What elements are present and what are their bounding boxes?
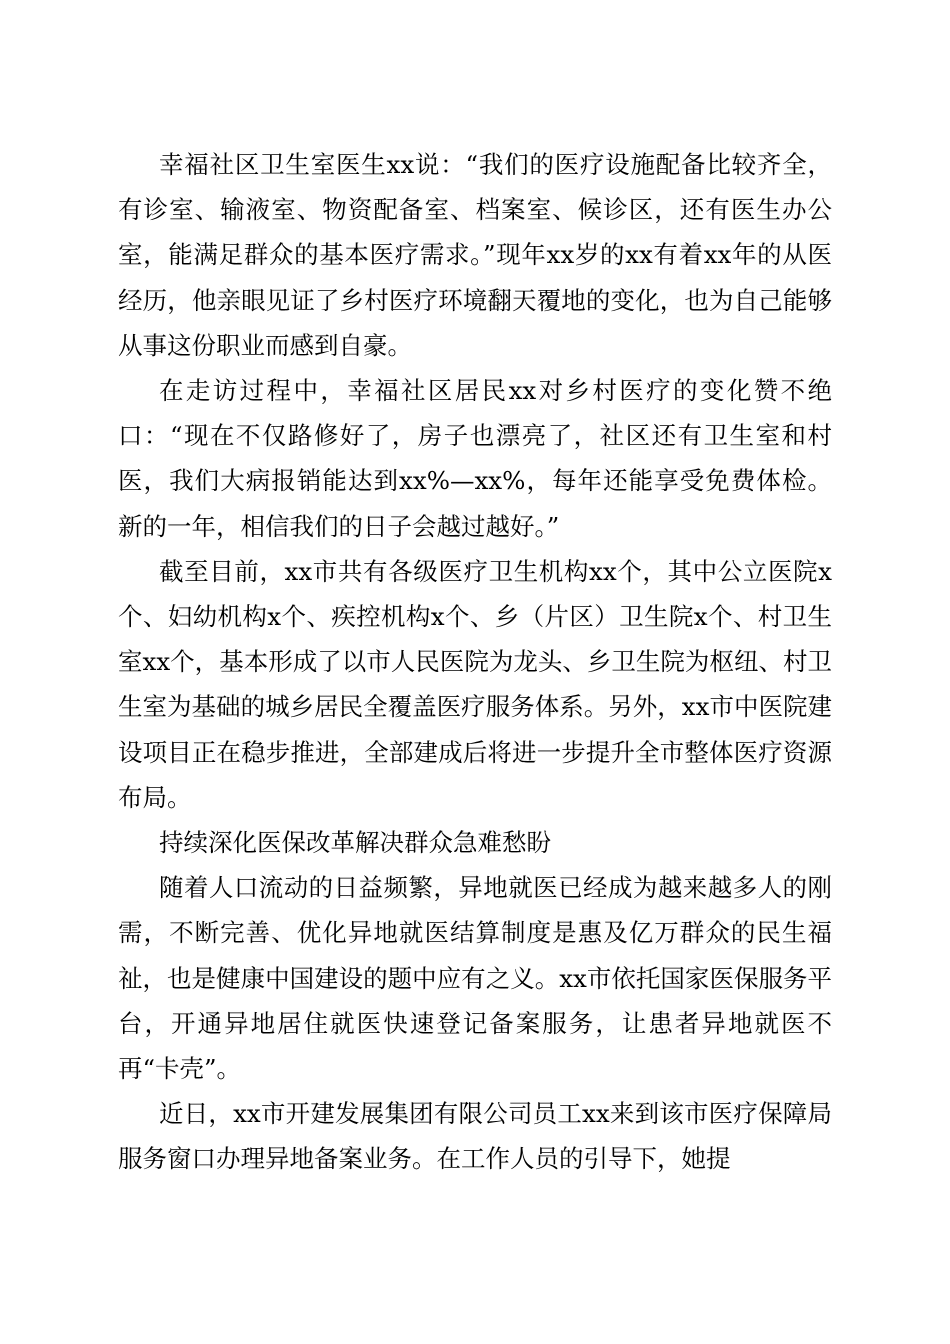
document-page — [118, 142, 832, 1182]
paragraph-clinic-doctor: 幸福社区卫生室医生xx说：“我们的医疗设施配备比较齐全，有诊室、输液室、物资配备室、档案室、候诊区，还有医生办公室，能满足群众的基本医疗需求。”现年xx岁的xx有着xx年的从医经历，他亲眼见证了乡村医疗环境翻天覆地的变化，也为自己能够从事这份职业而感到自豪。 — [118, 150, 832, 360]
section-heading: 持续深化医保改革解决群众急难愁盼 — [159, 828, 551, 858]
paragraph-remote-medical: 随着人口流动的日益频繁，异地就医已经成为越来越多人的刚需，不断完善、优化异地就医结算制度是惠及亿万群众的民生福祉，也是健康中国建设的题中应有之义。xx市依托国家医保服务平台，开通异地居住就医快速登记备案服务，让患者异地就医不再“卡壳”。 — [118, 873, 832, 1084]
paragraph-medical-institutions: 截至目前，xx市共有各级医疗卫生机构xx个，其中公立医院x个、妇幼机构x个、疾控机构x个、乡（片区）卫生院x个、村卫生室xx个，基本形成了以市人民医院为龙头、乡卫生院为枢纽、村卫生室为基础的城乡居民全覆盖医疗服务体系。另外，xx市中医院建设项目正在稳步推进，全部建成后将进一步提升全市整体医疗资源布局。 — [118, 556, 832, 812]
paragraph-resident-praise: 在走访过程中，幸福社区居民xx对乡村医疗的变化赞不绝口：“现在不仅路修好了，房子也漂亮了，社区还有卫生室和村医，我们大病报销能达到xx%—xx%，每年还能享受免费体检。新的一年，相信我们的日子会越过越好。” — [118, 376, 832, 541]
paragraph-employee-registration: 近日，xx市开建发展集团有限公司员工xx来到该市医疗保障局服务窗口办理异地备案业务。在工作人员的引导下，她提 — [118, 1099, 832, 1174]
